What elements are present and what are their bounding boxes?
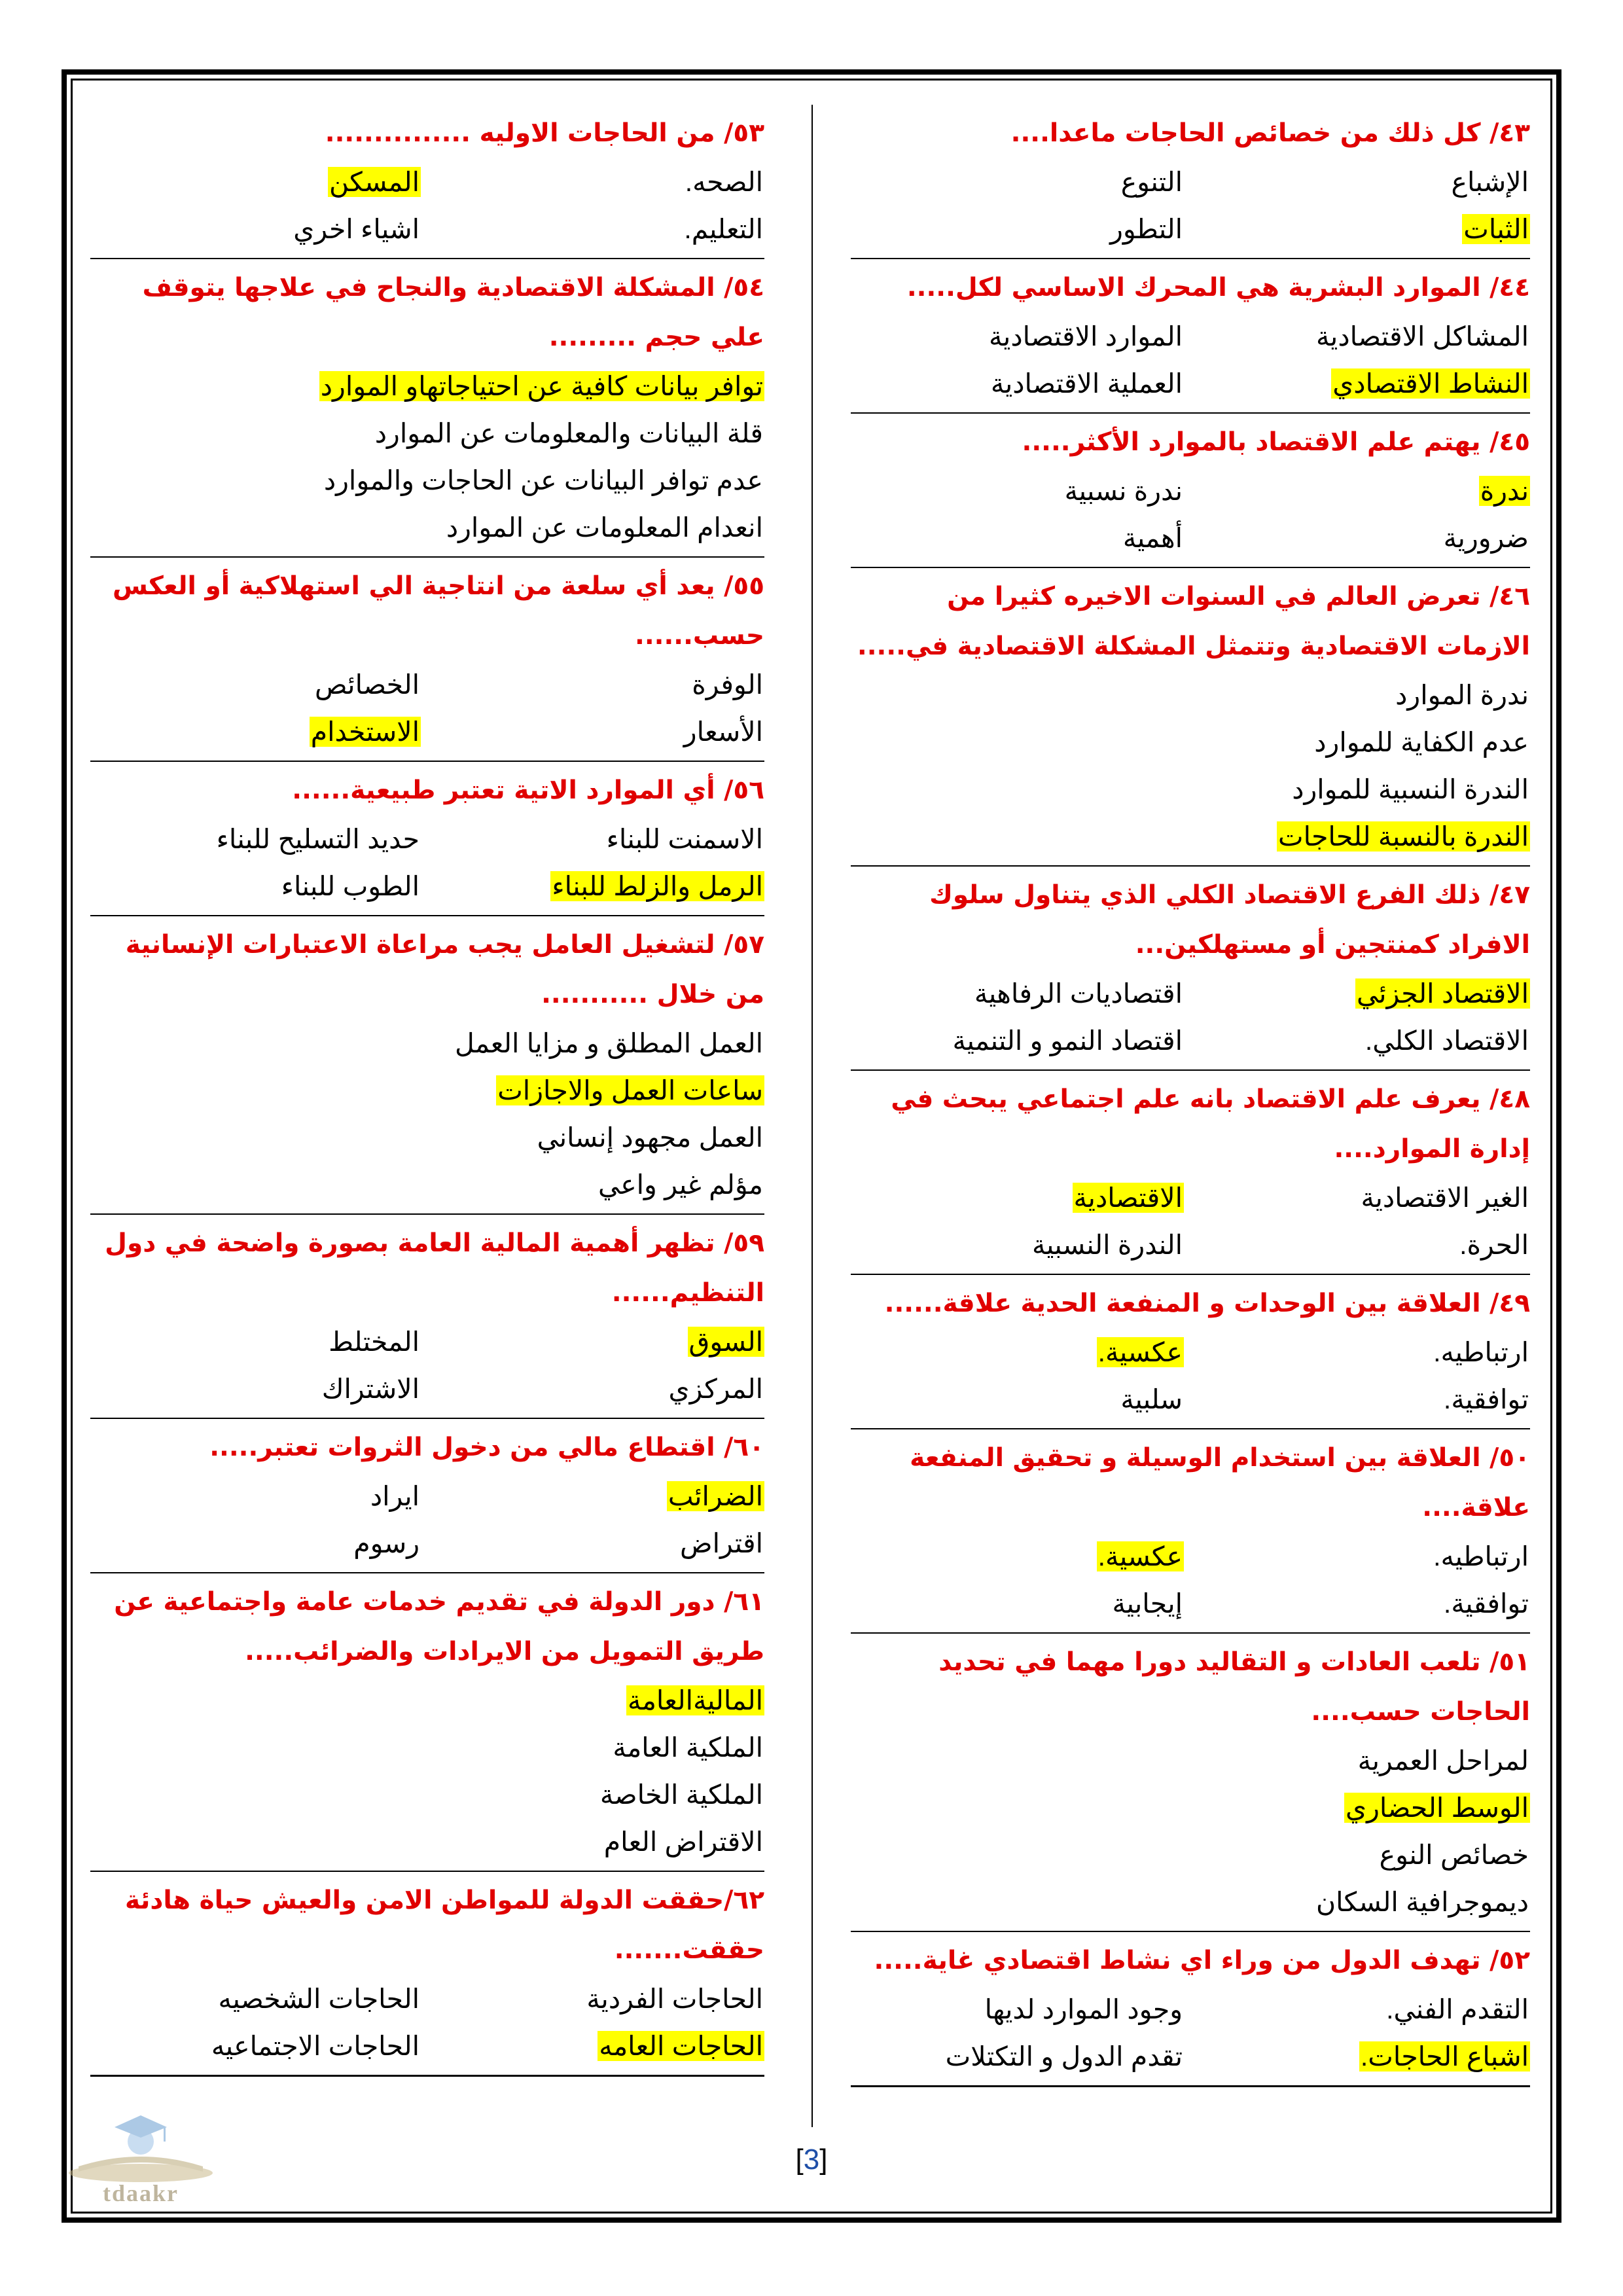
question-title: ٥٤/ المشكلة الاقتصادية والنجاح في علاجها يتوقف علي حجم .........: [142, 273, 764, 352]
option-text: عدم توافر البيانات عن الحاجات والموارد: [323, 465, 763, 495]
answer-option: [851, 1737, 1530, 1784]
option-text: المختلط: [329, 1327, 419, 1357]
option-text: اقتصاد النمو و التنمية: [952, 1026, 1183, 1056]
answer-option: [434, 1975, 764, 2022]
answer-option-highlighted: [90, 1067, 764, 1114]
option-text: أهمية: [1122, 523, 1183, 553]
answer-option: [851, 467, 1184, 514]
option-text: ساعات العمل والاجازات: [497, 1075, 763, 1105]
question-title: ٥١/ تلعب العادات و التقاليد دورا مهما في تحديد الحاجات حسب....: [938, 1647, 1530, 1727]
option-text: تقدم الدول و التكتلات: [945, 2041, 1183, 2072]
options-list: [851, 1737, 1530, 1926]
answer-option: [1197, 514, 1530, 562]
question-title: ٤٨/ يعرف علم الاقتصاد بانه علم اجتماعي يبحث في إدارة الموارد....: [891, 1085, 1530, 1164]
answer-option: [851, 2033, 1184, 2080]
answer-option: [1197, 1986, 1530, 2033]
answer-option: [90, 1520, 421, 1567]
option-text: الاقتراض العام: [603, 1827, 763, 1857]
answer-option-highlighted: [90, 158, 421, 206]
option-text: الماليةالعامة: [627, 1685, 763, 1715]
answer-option: [851, 206, 1184, 253]
option-text: توافقية.: [1443, 1588, 1529, 1619]
question-title: ٥٦/ أي الموارد الاتية تعتبر طبيعية......: [292, 776, 764, 805]
page-number-value: 3: [803, 2144, 820, 2176]
answer-option: [434, 158, 764, 206]
question-block: [90, 558, 764, 762]
options-list: [90, 158, 764, 253]
option-text: العمل مجهود إنساني: [537, 1122, 763, 1153]
option-text: الخصائص: [314, 670, 419, 700]
question-block: [851, 105, 1530, 259]
question-title: ٥٢/ تهدف الدول من وراء اي نشاط اقتصادي غاية.....: [874, 1946, 1530, 1975]
option-text: اشياء اخري: [293, 214, 419, 244]
page-number-open: [: [795, 2144, 804, 2176]
options-list: [90, 1473, 764, 1567]
answer-option-highlighted: [1197, 970, 1530, 1017]
answer-option: [851, 1878, 1530, 1926]
answer-option-highlighted: [851, 1784, 1530, 1831]
question-title: ٥٣/ من الحاجات الاوليه ...............: [325, 118, 764, 148]
option-text: الرمل والزلط للبناء: [552, 871, 763, 901]
options-list: [90, 816, 764, 910]
answer-option: [1197, 1533, 1530, 1580]
answer-option-highlighted: [434, 863, 764, 910]
option-text: العمل المطلق و مزايا العمل: [454, 1028, 763, 1058]
answer-option: [90, 661, 421, 708]
answer-option: [851, 970, 1184, 1017]
answer-option: [90, 1771, 764, 1818]
answer-option-highlighted: [851, 1174, 1184, 1221]
option-text: الثبات: [1463, 214, 1529, 244]
question-block: [90, 259, 764, 558]
options-list: [851, 1329, 1530, 1423]
answer-option: [90, 1161, 764, 1208]
answer-option: [851, 360, 1184, 407]
question-title: ٦٢/حققت الدولة للمواطن الامن والعيش حياة هادئة حققت.......: [125, 1886, 764, 1965]
answer-option: [1197, 1329, 1530, 1376]
option-text: عكسية.: [1097, 1541, 1183, 1571]
option-text: الندرة بالنسبة للحاجات: [1278, 821, 1529, 852]
option-text: الإشباع: [1451, 167, 1529, 197]
options-list: [90, 363, 764, 551]
answer-option: [434, 1365, 764, 1412]
option-text: ايراد: [370, 1481, 419, 1511]
question-title: ٥٧/ لتشغيل العامل يجب مراعاة الاعتبارات الإنسانية من خلال ...........: [125, 930, 764, 1009]
answer-option: [90, 1724, 764, 1771]
answer-option-highlighted: [851, 813, 1530, 860]
graduation-book-icon: [52, 2101, 229, 2186]
question-block: [90, 1573, 764, 1872]
answer-option: [1197, 1221, 1530, 1268]
option-text: وجود الموارد لديها: [984, 1994, 1183, 2024]
option-text: التنوع: [1120, 167, 1183, 197]
option-text: إيجابية: [1112, 1588, 1183, 1619]
question-title: ٤٦/ تعرض العالم في السنوات الاخيره كثيرا من الازمات الاقتصادية وتتمثل المشكلة الاقتصادية في.....: [857, 582, 1530, 661]
option-text: الندرة النسبية للموارد: [1292, 774, 1529, 804]
answer-option: [90, 1365, 421, 1412]
question-block: [851, 1634, 1530, 1932]
options-list: [90, 1020, 764, 1208]
answer-option: [90, 1114, 764, 1161]
question-block: [90, 1419, 764, 1573]
watermark-text: tdaakr: [102, 2180, 179, 2206]
option-text: العملية الاقتصادية: [990, 368, 1183, 399]
answer-option: [434, 661, 764, 708]
option-text: حديد التسليح للبناء: [216, 824, 419, 854]
option-text: المركزي: [668, 1374, 763, 1404]
question-block: [851, 1429, 1530, 1634]
question-title: ٦١/ دور الدولة في تقديم خدمات عامة واجتماعية عن طريق التمويل من الايرادات والضرائب.....: [114, 1587, 764, 1666]
options-list: [851, 970, 1530, 1064]
option-text: ندرة الموارد: [1395, 680, 1529, 710]
answer-option-highlighted: [434, 2022, 764, 2070]
right-column: [851, 105, 1530, 2087]
option-text: توافقية.: [1443, 1384, 1529, 1414]
option-text: الغير الاقتصادية: [1361, 1183, 1529, 1213]
answer-option: [90, 1818, 764, 1865]
answer-option-highlighted: [434, 1318, 764, 1365]
answer-option-highlighted: [90, 1677, 764, 1724]
question-title: ٥٠/ العلاقة بين استخدام الوسيلة و تحقيق المنفعة علاقة....: [910, 1443, 1530, 1522]
options-list: [851, 158, 1530, 253]
answer-option: [90, 1020, 764, 1067]
question-block: [90, 105, 764, 259]
answer-option: [90, 206, 421, 253]
option-text: الضرائب: [668, 1481, 763, 1511]
option-text: الموارد الاقتصادية: [988, 321, 1183, 351]
answer-option: [851, 719, 1530, 766]
answer-option-highlighted: [90, 708, 421, 755]
answer-option-highlighted: [851, 1329, 1184, 1376]
question-block: [851, 1071, 1530, 1275]
answer-option: [1197, 1017, 1530, 1064]
option-text: خصائص النوع: [1379, 1840, 1529, 1870]
options-list: [90, 1975, 764, 2070]
answer-option: [851, 1221, 1184, 1268]
option-text: التعليم.: [684, 214, 763, 244]
answer-option: [90, 410, 764, 457]
option-text: قلة البيانات والمعلومات عن الموارد: [374, 418, 763, 448]
answer-option: [434, 816, 764, 863]
answer-option: [851, 1376, 1184, 1423]
answer-option: [90, 2022, 421, 2070]
question-title: ٤٧/ ذلك الفرع الاقتصاد الكلي الذي يتناول سلوك الافراد كمنتجين أو مستهلكين...: [929, 880, 1530, 960]
option-text: الاقتصادية: [1073, 1183, 1183, 1213]
question-block: [90, 916, 764, 1215]
option-text: ديموجرافية السكان: [1316, 1887, 1529, 1917]
answer-option: [851, 158, 1184, 206]
question-title: ٤٩/ العلاقة بين الوحدات و المنفعة الحدية علاقة......: [884, 1289, 1530, 1318]
answer-option: [851, 1986, 1184, 2033]
options-list: [90, 661, 764, 755]
question-block: [90, 762, 764, 916]
answer-option: [851, 672, 1530, 719]
answer-option-highlighted: [90, 363, 764, 410]
option-text: ندرة نسبية: [1064, 476, 1183, 506]
option-text: انعدام المعلومات عن الموارد: [446, 512, 763, 543]
answer-option: [851, 313, 1184, 360]
column-divider: [812, 105, 813, 2127]
option-text: عكسية.: [1097, 1337, 1183, 1367]
option-text: الحاجات الشخصيه: [218, 1984, 419, 2014]
question-block: [851, 1932, 1530, 2087]
answer-option: [90, 1473, 421, 1520]
answer-option: [851, 1017, 1184, 1064]
answer-option-highlighted: [1197, 2033, 1530, 2080]
option-text: التطور: [1110, 214, 1183, 244]
question-block: [851, 1275, 1530, 1429]
option-text: الاسمنت للبناء: [606, 824, 763, 854]
option-text: الاقتصاد الكلي.: [1364, 1026, 1529, 1056]
options-list: [90, 1318, 764, 1412]
option-text: النشاط الاقتصادي: [1332, 368, 1529, 399]
question-title: ٤٥/ يهتم علم الاقتصاد بالموارد الأكثر.....: [1022, 427, 1530, 457]
option-text: مؤلم غير واعي: [598, 1170, 763, 1200]
answer-option: [1197, 1174, 1530, 1221]
answer-option: [434, 708, 764, 755]
question-title: ٥٩/ تظهر أهمية المالية العامة بصورة واضحة في دول التنظيم......: [105, 1229, 764, 1308]
option-text: الحرة.: [1459, 1230, 1529, 1260]
option-text: الاستخدام: [310, 717, 419, 747]
question-block: [90, 1872, 764, 2077]
question-block: [851, 259, 1530, 414]
options-list: [851, 467, 1530, 562]
page-number: [772, 2144, 851, 2176]
question-block: [851, 414, 1530, 568]
option-text: الملكية الخاصة: [599, 1780, 763, 1810]
answer-option: [1197, 313, 1530, 360]
question-title: ٦٠/ اقتطاع مالي من دخول الثروات تعتبر.....: [209, 1433, 764, 1462]
answer-option: [434, 1520, 764, 1567]
answer-option: [90, 1318, 421, 1365]
option-text: توافر بيانات كافية عن احتياجاتهاو الموارد: [320, 371, 763, 401]
option-text: الحاجات العامه: [599, 2031, 763, 2061]
answer-option: [90, 816, 421, 863]
option-text: ارتباطيه.: [1433, 1337, 1529, 1367]
answer-option: [1197, 158, 1530, 206]
answer-option: [851, 514, 1184, 562]
answer-option: [90, 1975, 421, 2022]
option-text: الأسعار: [683, 717, 763, 747]
options-list: [90, 1677, 764, 1865]
option-text: الصحه.: [685, 167, 763, 197]
option-text: اقتصاديات الرفاهية: [974, 978, 1183, 1009]
answer-option: [851, 1831, 1530, 1878]
option-text: المسكن: [329, 167, 419, 197]
answer-option: [1197, 1376, 1530, 1423]
answer-option: [90, 863, 421, 910]
options-list: [851, 672, 1530, 860]
answer-option: [851, 766, 1530, 813]
option-text: الوفرة: [692, 670, 763, 700]
answer-option: [90, 457, 764, 504]
option-text: لمراحل العمرية: [1357, 1746, 1529, 1776]
option-text: المشاكل الاقتصادية: [1315, 321, 1529, 351]
answer-option-highlighted: [851, 1533, 1184, 1580]
question-block: [90, 1215, 764, 1419]
option-text: الحاجات الاجتماعيه: [211, 2031, 419, 2061]
question-block: [851, 568, 1530, 867]
option-text: عدم الكفاية للموارد: [1314, 727, 1529, 757]
option-text: ضرورية: [1443, 523, 1529, 553]
option-text: التقدم الفني.: [1386, 1994, 1529, 2024]
option-text: الطوب للبناء: [281, 871, 419, 901]
left-column: [90, 105, 764, 2077]
page-number-close: ]: [819, 2144, 828, 2176]
options-list: [851, 1533, 1530, 1627]
option-text: سلبية: [1120, 1384, 1183, 1414]
option-text: الندرة النسبية: [1031, 1230, 1183, 1260]
answer-option: [851, 1580, 1184, 1627]
option-text: اشباع الحاجات.: [1360, 2041, 1529, 2072]
option-text: الحاجات الفردية: [586, 1984, 763, 2014]
option-text: الاقتصاد الجزئي: [1357, 978, 1529, 1009]
answer-option: [90, 504, 764, 551]
option-text: رسوم: [353, 1528, 419, 1558]
question-title: ٥٥/ يعد أي سلعة من انتاجية الي استهلاكية أو العكس حسب......: [113, 571, 764, 651]
options-list: [851, 1986, 1530, 2080]
answer-option-highlighted: [1197, 360, 1530, 407]
option-text: الملكية العامة: [613, 1732, 763, 1763]
question-block: [851, 867, 1530, 1071]
option-text: الاشتراك: [321, 1374, 419, 1404]
answer-option-highlighted: [434, 1473, 764, 1520]
option-text: الوسط الحضاري: [1345, 1793, 1529, 1823]
options-list: [851, 313, 1530, 407]
options-list: [851, 1174, 1530, 1268]
option-text: ارتباطيه.: [1433, 1541, 1529, 1571]
question-title: ٤٣/ كل ذلك من خصائص الحاجات ماعدا....: [1010, 118, 1530, 148]
answer-option-highlighted: [1197, 467, 1530, 514]
option-text: اقتراض: [680, 1528, 763, 1558]
option-text: السوق: [688, 1327, 763, 1357]
option-text: ندرة: [1480, 476, 1529, 506]
watermark-logo: [52, 2101, 229, 2212]
answer-option: [1197, 1580, 1530, 1627]
answer-option: [434, 206, 764, 253]
question-title: ٤٤/ الموارد البشرية هي المحرك الاساسي لكل.....: [906, 273, 1530, 302]
answer-option-highlighted: [1197, 206, 1530, 253]
